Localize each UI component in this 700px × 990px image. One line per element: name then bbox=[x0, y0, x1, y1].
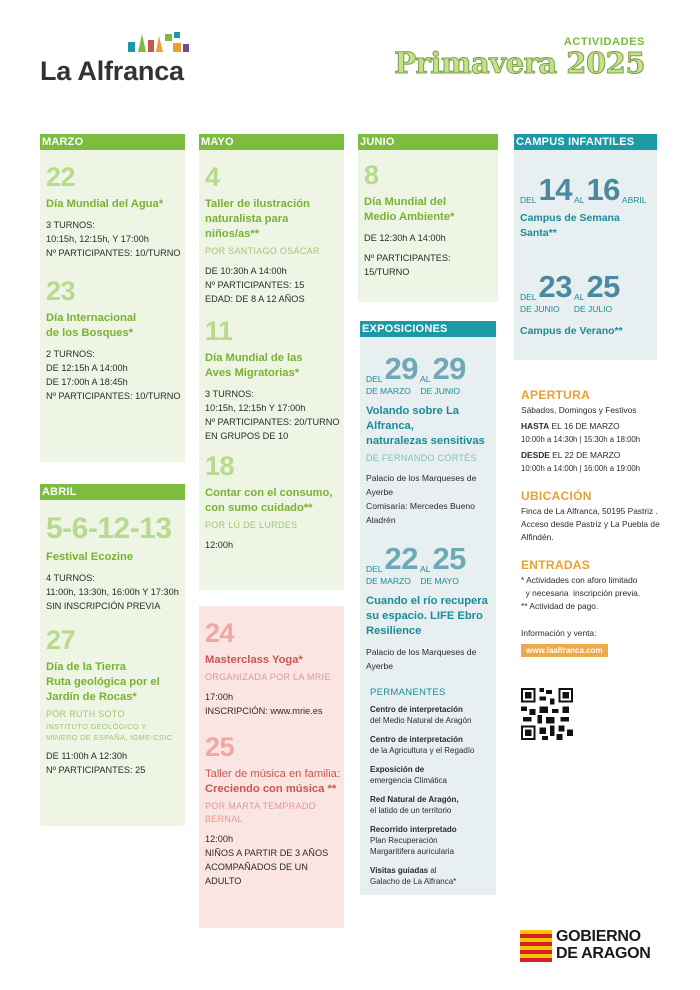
apertura-heading: APERTURA bbox=[521, 388, 591, 402]
event-title: Día Mundial del Agua* bbox=[46, 198, 164, 210]
campus-card bbox=[518, 271, 653, 339]
month-panel bbox=[40, 150, 185, 462]
permanent-heading: PERMANENTES bbox=[370, 687, 446, 698]
range-from-month: DE JUNIO bbox=[520, 304, 560, 314]
date-range bbox=[366, 543, 492, 586]
date-range bbox=[366, 353, 492, 396]
range-from-month: DE MARZO bbox=[366, 386, 411, 396]
exhibition-author: DE FERNANDO CORTÉS bbox=[366, 453, 477, 463]
event-title: Taller de música en familia: Creciendo con música ** bbox=[205, 768, 340, 795]
range-al: AL bbox=[420, 564, 431, 574]
event-day: 23 bbox=[46, 276, 76, 306]
website-link[interactable]: www.laalfranca.com bbox=[521, 644, 608, 657]
range-to-month: ABRIL bbox=[621, 195, 647, 205]
info-line: EN GRUPOS DE 10 bbox=[205, 431, 289, 441]
info-line: 3 TURNOS: bbox=[205, 389, 254, 399]
event-day: 25 bbox=[205, 732, 235, 762]
info-line: Nº PARTICIPANTES: 15 bbox=[205, 280, 305, 290]
campus-title: Campus de Verano** bbox=[520, 325, 623, 337]
info-column bbox=[521, 388, 671, 658]
exhibition-card bbox=[364, 543, 492, 673]
info-line: NIÑOS A PARTIR DE 3 AÑOS bbox=[205, 848, 329, 858]
event-info bbox=[46, 749, 181, 777]
permanent-item: Red Natural de Aragón, el latido de un territorio bbox=[370, 795, 459, 815]
event-info bbox=[46, 218, 181, 260]
event-card bbox=[44, 278, 181, 403]
event-info bbox=[205, 690, 340, 718]
event-title: Día Internacional de los Bosques* bbox=[46, 312, 137, 339]
event-info bbox=[364, 231, 494, 245]
month-panel bbox=[199, 150, 344, 590]
event-day: 24 bbox=[205, 618, 235, 648]
info-line: 11:00h, 13:30h, 16:00h Y 17:30h bbox=[46, 587, 179, 597]
contact-label: Información y venta: bbox=[521, 628, 597, 638]
exhibitions-panel bbox=[360, 337, 496, 895]
column-junio bbox=[358, 134, 498, 302]
campus-panel bbox=[514, 150, 657, 360]
range-al: AL bbox=[574, 195, 585, 205]
brand-logo bbox=[40, 30, 210, 90]
event-info bbox=[46, 347, 181, 403]
event-card bbox=[203, 164, 340, 306]
range-del: DEL bbox=[520, 292, 537, 302]
apertura-text: Sábados, Domingos y Festivos HASTA EL 16 DE MARZO 10:00h a 14:30h | 15:30h a 18:00h DESDE EL 22 DE MARZO 10:00h a 14:00h | 16:00h a 19:00h bbox=[521, 405, 641, 473]
month-panel bbox=[40, 500, 185, 826]
info-line: ACOMPAÑADOS DE UN ADULTO bbox=[205, 862, 308, 886]
event-day: 27 bbox=[46, 625, 76, 655]
range-to: 25 bbox=[432, 541, 466, 576]
event-title: Masterclass Yoga* bbox=[205, 654, 303, 666]
event-info bbox=[205, 387, 340, 443]
info-line: DE 17:00h A 18:45h bbox=[46, 377, 128, 387]
range-from: 22 bbox=[384, 541, 419, 576]
event-day: 11 bbox=[205, 316, 233, 346]
month-heading: MARZO bbox=[40, 134, 185, 150]
event-author: POR LÚ DE LURDES bbox=[205, 520, 298, 530]
event-title: Día de la Tierra Ruta geológica por el Jardín de Rocas* bbox=[46, 661, 160, 703]
event-info bbox=[205, 538, 340, 552]
range-to: 29 bbox=[432, 351, 466, 386]
permanent-item: Visitas guiadas al Galacho de La Alfranca* bbox=[370, 866, 457, 886]
exhibition-card bbox=[364, 353, 492, 527]
event-author: POR RUTH SOTO bbox=[46, 709, 125, 719]
event-day: 18 bbox=[205, 451, 235, 481]
campus-card bbox=[518, 174, 653, 241]
season-kicker: ACTIVIDADES bbox=[563, 36, 645, 48]
info-line: Nº PARTICIPANTES: 10/TURNO bbox=[46, 248, 181, 258]
permanent-section bbox=[364, 687, 492, 887]
range-al: AL bbox=[420, 374, 431, 384]
info-line: 10:15h, 12:15h Y 17:00h bbox=[205, 403, 306, 413]
info-line: Comisaría: Mercedes Bueno Aladrén bbox=[366, 501, 475, 525]
info-line: DE 10:30h A 14:00h bbox=[205, 266, 287, 276]
column-exposiciones bbox=[360, 321, 496, 895]
section-heading: CAMPUS INFANTILES bbox=[514, 134, 657, 150]
date-range bbox=[520, 271, 653, 314]
info-line: 12:00h bbox=[205, 540, 234, 550]
event-card bbox=[203, 453, 340, 552]
season-title: Primavera 2025 bbox=[394, 46, 645, 80]
month-heading: ABRIL bbox=[40, 484, 185, 500]
range-from: 14 bbox=[538, 172, 573, 207]
event-day: 22 bbox=[46, 162, 76, 192]
event-author: POR MARTA TEMPRADO BERNAL bbox=[205, 801, 316, 824]
month-panel bbox=[358, 150, 498, 302]
info-line: 10:15h, 12:15h, Y 17:00h bbox=[46, 234, 149, 244]
logo-mark-icon bbox=[128, 30, 198, 54]
info-line: Nº PARTICIPANTES: 20/TURNO bbox=[205, 417, 340, 427]
range-from-month: DE MARZO bbox=[366, 576, 411, 586]
exhibition-title: Volando sobre La Alfranca, naturalezas sensitivas bbox=[366, 405, 485, 447]
event-author: POR SANTIAGO OSÁCAR bbox=[205, 246, 320, 256]
range-del: DEL bbox=[520, 195, 537, 205]
event-day: 4 bbox=[205, 162, 220, 192]
info-line: 3 TURNOS: bbox=[46, 220, 95, 230]
permanent-item: Centro de interpretación del Medio Natural de Aragón bbox=[370, 705, 472, 725]
permanent-item: Centro de interpretación de la Agricultura y el Regadío bbox=[370, 735, 475, 755]
range-to-month: DE JULIO bbox=[573, 304, 613, 314]
column-campus bbox=[514, 134, 657, 360]
gov-name: GOBIERNO DE ARAGON bbox=[556, 928, 651, 962]
column-mayo bbox=[199, 134, 344, 928]
info-line: INSCRIPCIÓN: www.mrie.es bbox=[205, 706, 323, 716]
info-line: SIN INSCRIPCIÓN PREVIA bbox=[46, 601, 161, 611]
column-abril bbox=[40, 484, 185, 826]
brand-name: La Alfranca bbox=[40, 56, 184, 86]
ubicacion-heading: UBICACIÓN bbox=[521, 489, 592, 503]
qr-code-icon[interactable] bbox=[521, 688, 573, 740]
entradas-text: * Actividades con aforo limitado y necesaria inscripción previa. ** Actividad de pago. bbox=[521, 575, 641, 611]
event-info bbox=[364, 251, 494, 279]
event-day: 5-6-12-13 bbox=[46, 512, 172, 545]
event-day: 8 bbox=[364, 160, 379, 190]
month-heading: JUNIO bbox=[358, 134, 498, 150]
event-card bbox=[362, 162, 494, 279]
event-author-org: INSTITUTO GEOLÓGICO Y bbox=[46, 722, 147, 731]
month-panel-pink bbox=[199, 606, 344, 928]
info-line: DE 12:30h A 14:00h bbox=[364, 233, 446, 243]
info-line: 12:00h bbox=[205, 834, 234, 844]
event-title: Contar con el consumo, con sumo cuidado** bbox=[205, 487, 333, 514]
event-author: ORGANIZADA POR LA MRIE bbox=[205, 672, 331, 682]
aragon-flag-icon bbox=[520, 930, 552, 962]
event-card bbox=[44, 627, 181, 777]
event-card bbox=[203, 734, 340, 888]
info-line: Palacio de los Marqueses de Ayerbe bbox=[366, 647, 477, 671]
event-info bbox=[46, 571, 181, 613]
info-line: EDAD: DE 8 A 12 AÑOS bbox=[205, 294, 305, 304]
range-from: 23 bbox=[538, 269, 573, 304]
event-title: Día Mundial del Medio Ambiente* bbox=[364, 196, 455, 223]
info-line: 17:00h bbox=[205, 692, 234, 702]
exhibition-title: Cuando el río recupera su espacio. LIFE Ebro Resilience bbox=[366, 595, 488, 637]
campus-title: Campus de Semana Santa** bbox=[520, 212, 620, 239]
entradas-heading: ENTRADAS bbox=[521, 558, 591, 572]
info-line: 2 TURNOS: bbox=[46, 349, 95, 359]
event-title: Día Mundial de las Aves Migratorias* bbox=[205, 352, 303, 379]
range-from: 29 bbox=[384, 351, 419, 386]
event-card bbox=[44, 164, 181, 260]
info-line: DE 11:00h A 12:30h bbox=[46, 751, 128, 761]
info-line: Nº PARTICIPANTES: 10/TURNO bbox=[46, 391, 181, 401]
event-card bbox=[44, 514, 181, 613]
range-to-month: DE JUNIO bbox=[420, 386, 460, 396]
range-to-month: DE MAYO bbox=[420, 576, 459, 586]
date-range bbox=[520, 174, 653, 205]
month-heading: MAYO bbox=[199, 134, 344, 150]
info-line: Palacio de los Marqueses de Ayerbe bbox=[366, 473, 477, 497]
season-header bbox=[394, 36, 645, 78]
column-marzo bbox=[40, 134, 185, 462]
permanent-item: Exposición de emergencia Climática bbox=[370, 765, 447, 785]
range-del: DEL bbox=[366, 374, 383, 384]
event-info bbox=[205, 264, 340, 306]
info-line: Nº PARTICIPANTES: 25 bbox=[46, 765, 146, 775]
permanent-item: Recorrido interpretado Plan Recuperación Margaritifera auricularia bbox=[370, 825, 457, 856]
event-card bbox=[203, 318, 340, 443]
range-al: AL bbox=[574, 292, 585, 302]
ubicacion-text: Finca de La Alfranca, 50195 Pastriz . Acceso desde Pastriz y La Puebla de Alfindén. bbox=[521, 506, 660, 542]
range-to: 16 bbox=[586, 172, 620, 207]
event-title: Festival Ecozine bbox=[46, 551, 134, 563]
event-author-org: MINERO DE ESPAÑA, IGME-CSIC bbox=[46, 733, 173, 742]
event-info bbox=[205, 832, 340, 888]
event-card bbox=[203, 620, 340, 718]
info-line: 4 TURNOS: bbox=[46, 573, 95, 583]
range-del: DEL bbox=[366, 564, 383, 574]
range-to: 25 bbox=[586, 269, 620, 304]
exhibition-info bbox=[366, 645, 492, 673]
info-line: Nº PARTICIPANTES: 15/TURNO bbox=[364, 253, 451, 277]
event-title: Taller de ilustración naturalista para niños/as** bbox=[205, 198, 310, 240]
gobierno-aragon-logo bbox=[520, 928, 670, 964]
info-line: DE 12:15h A 14:00h bbox=[46, 363, 128, 373]
exhibition-info bbox=[366, 471, 492, 527]
section-heading: EXPOSICIONES bbox=[360, 321, 496, 337]
